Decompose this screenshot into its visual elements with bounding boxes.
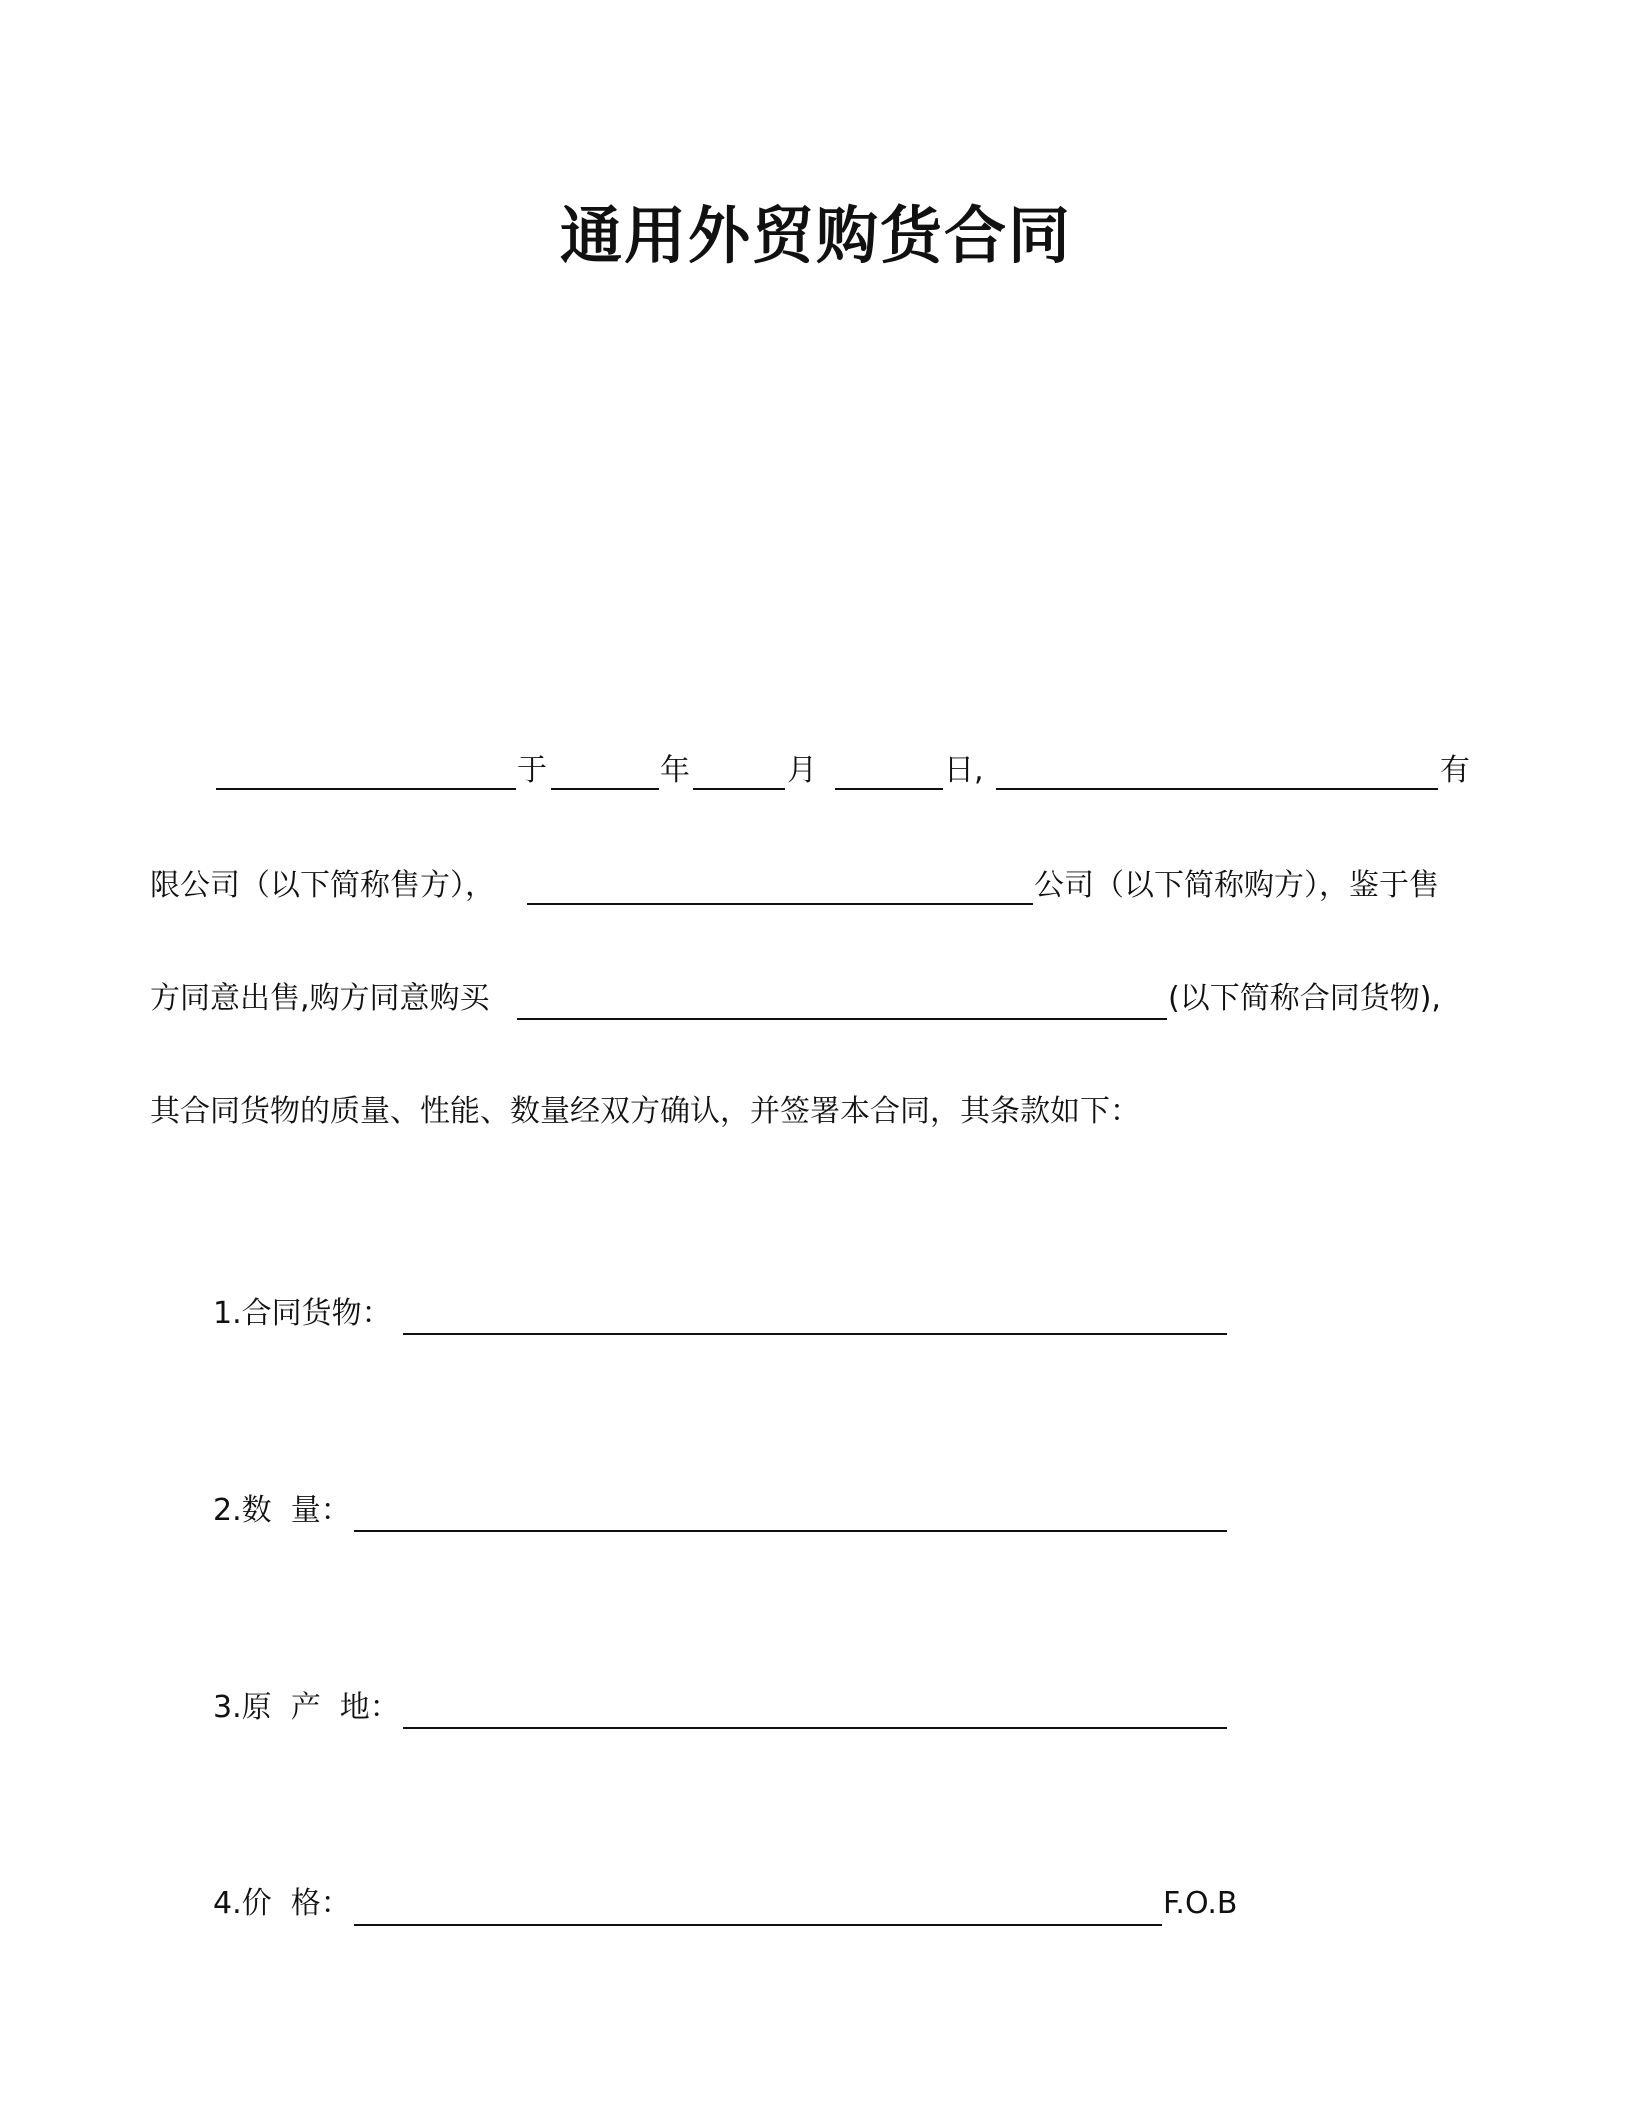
clause-price-label: 4.价 格： <box>213 1886 351 1921</box>
clause-origin-label: 3.原 产 地： <box>213 1690 400 1725</box>
blank-clause-goods <box>403 1333 1227 1335</box>
blank-clause-quantity <box>354 1530 1227 1532</box>
buyer-clause-text: 公司（以下简称购方），鉴于售 <box>1034 868 1439 903</box>
blank-year <box>551 788 659 790</box>
text-yu: 于 <box>517 753 547 788</box>
text-ri: 日, <box>944 753 984 788</box>
blank-party-name <box>216 788 516 790</box>
blank-buyer-name <box>527 903 1033 905</box>
blank-seller-name <box>996 788 1438 790</box>
blank-clause-origin <box>403 1727 1227 1729</box>
text-you: 有 <box>1440 753 1470 788</box>
clause-goods-label: 1.合同货物： <box>213 1296 392 1331</box>
seller-clause-text: 限公司（以下简称售方）， <box>150 868 495 903</box>
blank-day <box>835 788 943 790</box>
text-yue: 月 <box>787 753 817 788</box>
blank-goods-description <box>517 1018 1167 1020</box>
clause-quantity-label: 2.数 量： <box>213 1493 351 1528</box>
goods-alias-text: (以下简称合同货物), <box>1168 981 1441 1016</box>
purchase-clause-text: 方同意出售,购方同意购买 <box>150 981 490 1016</box>
blank-month <box>693 788 785 790</box>
price-fob-suffix: F.O.B <box>1163 1886 1238 1921</box>
text-nian: 年 <box>660 753 690 788</box>
confirmation-text: 其合同货物的质量、性能、数量经双方确认，并签署本合同，其条款如下： <box>150 1094 1140 1129</box>
blank-clause-price <box>354 1924 1162 1926</box>
document-title: 通用外贸购货合同 <box>559 199 1072 272</box>
